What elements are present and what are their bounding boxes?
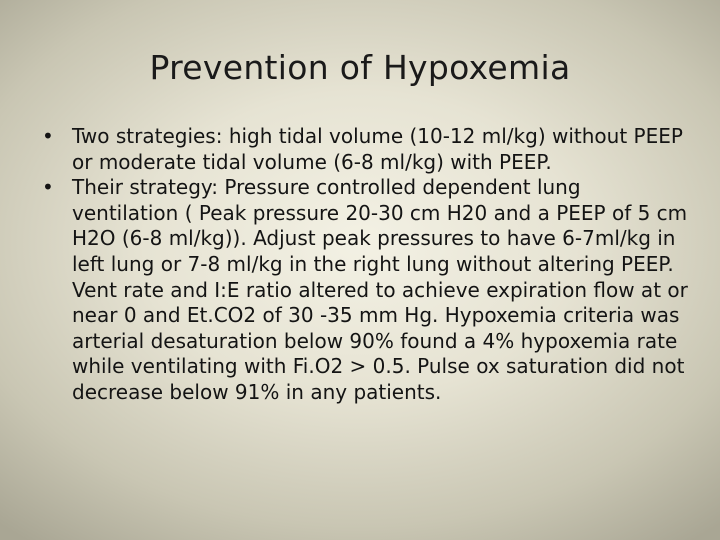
bullet-text: Two strategies: high tidal volume (10-12 ml/kg) without PEEP or moderate tidal volume (6-8 ml/kg) with PEEP. xyxy=(72,124,683,174)
bullet-marker: • xyxy=(42,175,54,200)
bullet-item-strategies xyxy=(42,124,692,175)
bullet-text: Their strategy: Pressure controlled dependent lung ventilation ( Peak pressure 20-30 cm H20 and a PEEP of 5 cm H2O (6-8 ml/kg)). Adjust peak pressures to have 6-7ml/kg in left lung or 7-8 ml/kg in the right lung without altering PEEP. Vent rate and I:E ratio altered to achieve expiration flow at or near 0 and Et.CO2 of 30 -35 mm Hg. Hypoxemia criteria was arterial desaturation below 90% found a 4% hypoxemia rate while ventilating with Fi.O2 > 0.5. Pulse ox saturation did not decrease below 91% in any patients. xyxy=(72,175,688,404)
slide-title: Prevention of Hypoxemia xyxy=(149,48,571,87)
bullet-list xyxy=(42,124,692,406)
bullet-marker: • xyxy=(42,124,54,148)
bullet-item-their-strategy xyxy=(42,175,692,405)
